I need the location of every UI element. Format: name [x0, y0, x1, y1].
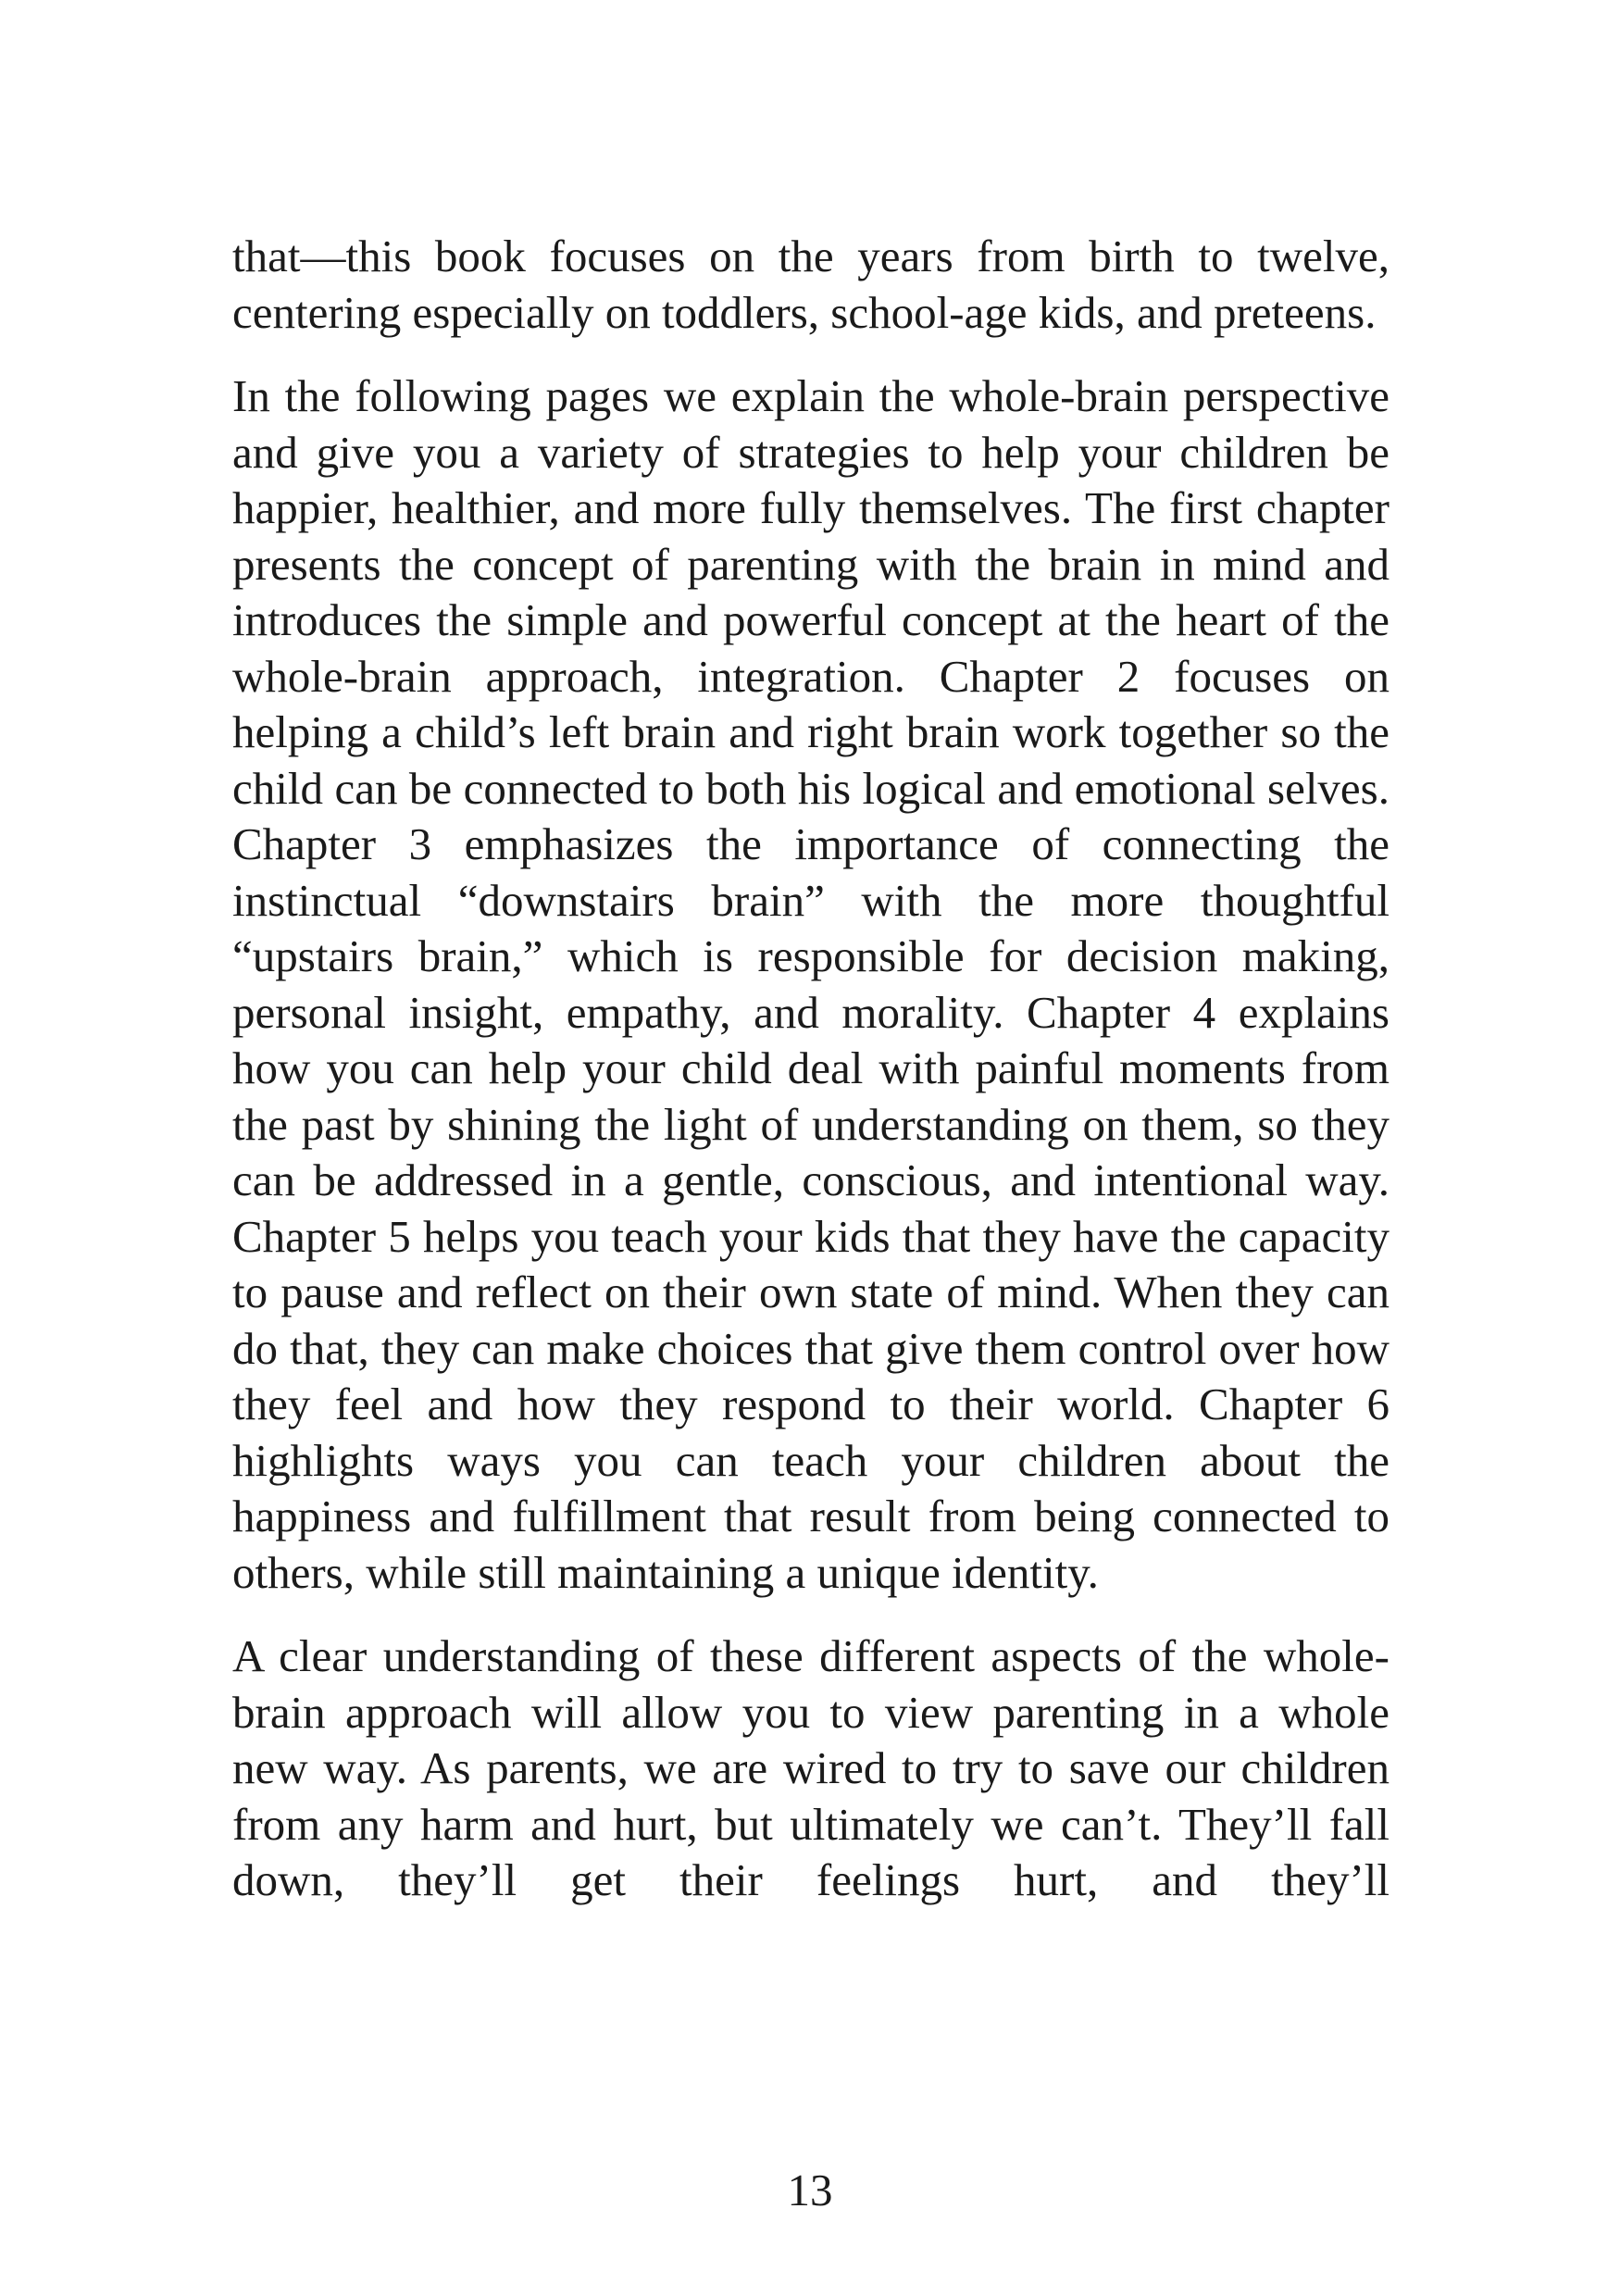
- paragraph-whole-brain-approach: A clear understanding of these different aspects of the whole-brain approach will allow you to view parenting in a whole new way. As parents, we are wired to try to save our children from any harm and hurt, but ultimately we can’t. They’ll fall down, they’ll get their feelings hurt, and they’ll: [232, 1630, 1389, 1905]
- body-text: [232, 229, 1389, 1937]
- paragraph-chapter-overview: In the following pages we explain the whole-brain perspective and give you a variety of strategies to help your children be happier, healthier, and more fully themselves. The first chapter presents the concept of parenting with the brain in mind and introduces the simple and powerful concept at the heart of the whole-brain approach, integration. Chapter 2 focuses on helping a child’s left brain and right brain work together so the child can be connected to both his logical and emotional selves. Chapter 3 emphasizes the importance of connecting the instinctual “downstairs brain” with the more thoughtful “upstairs brain,” which is responsible for decision making, personal insight, empathy, and morality. Chapter 4 explains how you can help your child deal with painful moments from the past by shining the light of understanding on them, so they can be addressed in a gentle, conscious, and intentional way. Chapter 5 helps you teach your kids that they have the capacity to pause and reflect on their own state of mind. When they can do that, they can make choices that give them control over how they feel and how they respond to their world. Chapter 6 highlights ways you can teach your children about the happiness and fulfillment that result from being connected to others, while still maintaining a unique identity.: [232, 370, 1389, 1598]
- paragraph-intro-continuation: that—this book focuses on the years from birth to twelve, centering especially on toddlers, school-age kids, and preteens.: [232, 231, 1389, 338]
- page-number: 13: [787, 2165, 833, 2215]
